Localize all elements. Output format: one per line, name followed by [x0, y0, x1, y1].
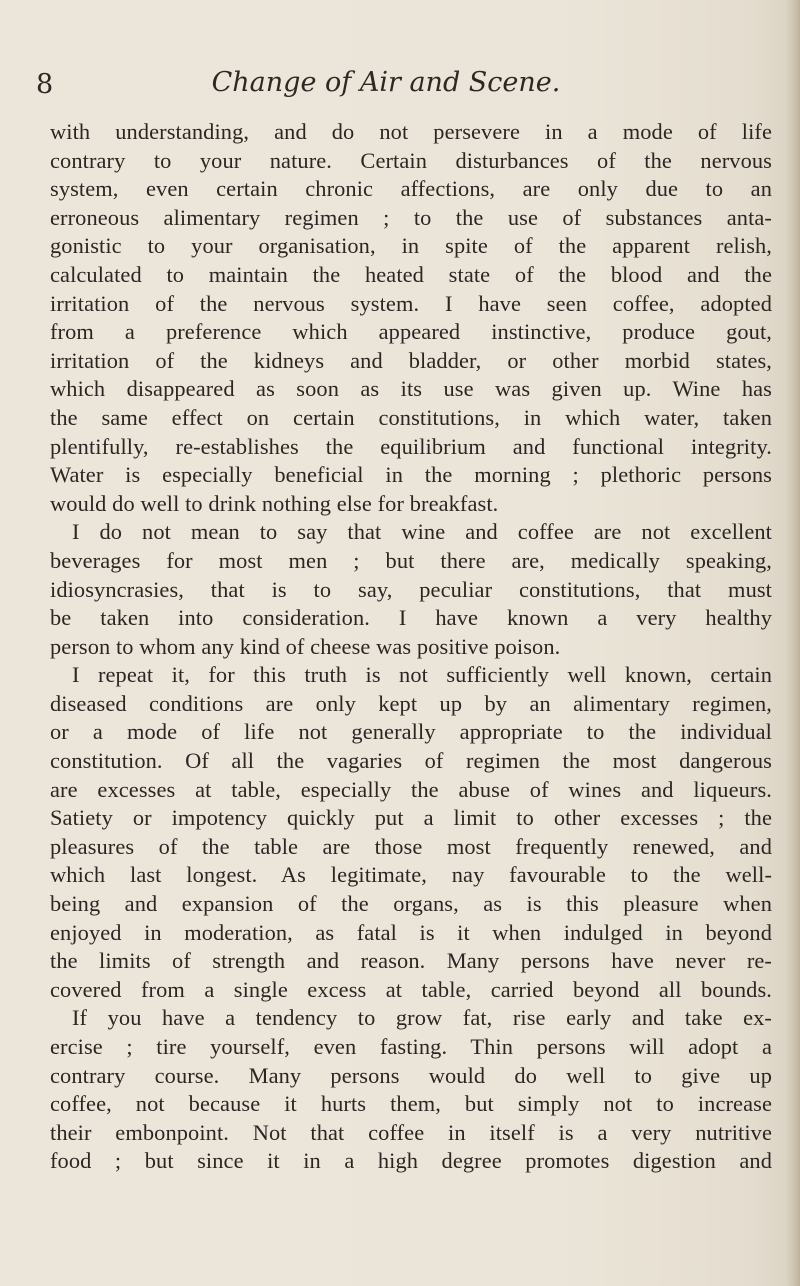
- text-line: gonistic to your organisation, in spite of the apparent relish,: [50, 233, 772, 259]
- text-line: idiosyncrasies, that is to say, peculiar constitutions, that must: [50, 576, 772, 602]
- text-line: pleasures of the table are those most frequently renewed, and: [50, 833, 772, 859]
- running-title: Change of Air and Scene.: [211, 67, 561, 98]
- text-line: If you have a tendency to grow fat, rise early and take ex-: [72, 1005, 772, 1031]
- text-line: I repeat it, for this truth is not sufficiently well known, certain: [72, 662, 772, 688]
- text-line: irritation of the nervous system. I have seen coffee, adopted: [50, 290, 772, 316]
- text-line: would do well to drink nothing else for breakfast.: [50, 490, 499, 516]
- text-line: being and expansion of the organs, as is this pleasure when: [50, 891, 772, 917]
- text-line: plentifully, re-establishes the equilibrium and functional integrity.: [50, 433, 772, 459]
- text-line: constitution. Of all the vagaries of regimen the most dangerous: [50, 748, 772, 774]
- text-line: beverages for most men ; but there are, medically speaking,: [50, 547, 772, 573]
- text-line: coffee, not because it hurts them, but simply not to increase: [50, 1091, 772, 1117]
- text-line: Satiety or impotency quickly put a limit to other excesses ; the: [50, 805, 772, 831]
- text-line: person to whom any kind of cheese was positive poison.: [50, 633, 561, 659]
- text-line: their embonpoint. Not that coffee in itself is a very nutritive: [50, 1119, 772, 1145]
- text-line: ercise ; tire yourself, even fasting. Thin persons will adopt a: [50, 1034, 772, 1059]
- text-line: with understanding, and do not persevere in a mode of life: [50, 119, 772, 144]
- text-line: system, even certain chronic affections, are only due to an: [50, 176, 772, 202]
- text-line: covered from a single excess at table, carried beyond all bounds.: [50, 976, 772, 1002]
- text-line: food ; but since it in a high degree promotes digestion and: [50, 1148, 772, 1174]
- text-line: the limits of strength and reason. Many persons have never re-: [50, 948, 772, 974]
- text-line: which disappeared as soon as its use was given up. Wine has: [50, 376, 772, 402]
- text-line: which last longest. As legitimate, nay favourable to the well-: [50, 862, 772, 888]
- text-line: erroneous alimentary regimen ; to the use of substances anta-: [50, 204, 772, 230]
- text-line: irritation of the kidneys and bladder, or other morbid states,: [50, 347, 772, 373]
- text-line: contrary course. Many persons would do well to give up: [50, 1062, 772, 1088]
- text-line: the same effect on certain constitutions, in which water, taken: [50, 404, 772, 430]
- page-number: 8: [36, 69, 54, 100]
- text-line: enjoyed in moderation, as fatal is it when indulged in beyond: [50, 919, 772, 945]
- text-line: from a preference which appeared instinctive, produce gout,: [50, 319, 772, 345]
- body-text: [50, 118, 772, 1176]
- page-header: [36, 66, 736, 106]
- text-line: diseased conditions are only kept up by an alimentary regimen,: [50, 690, 772, 716]
- page-edge-shadow: [786, 0, 800, 1286]
- text-line: contrary to your nature. Certain disturbances of the nervous: [50, 147, 772, 173]
- text-line: are excesses at table, especially the abuse of wines and liqueurs.: [50, 776, 772, 802]
- text-line: be taken into consideration. I have known a very healthy: [50, 605, 772, 631]
- text-line: calculated to maintain the heated state of the blood and the: [50, 261, 772, 287]
- text-line: or a mode of life not generally appropriate to the individual: [50, 719, 772, 745]
- text-line: Water is especially beneficial in the morning ; plethoric persons: [50, 462, 772, 488]
- text-line: I do not mean to say that wine and coffee are not excellent: [72, 519, 772, 545]
